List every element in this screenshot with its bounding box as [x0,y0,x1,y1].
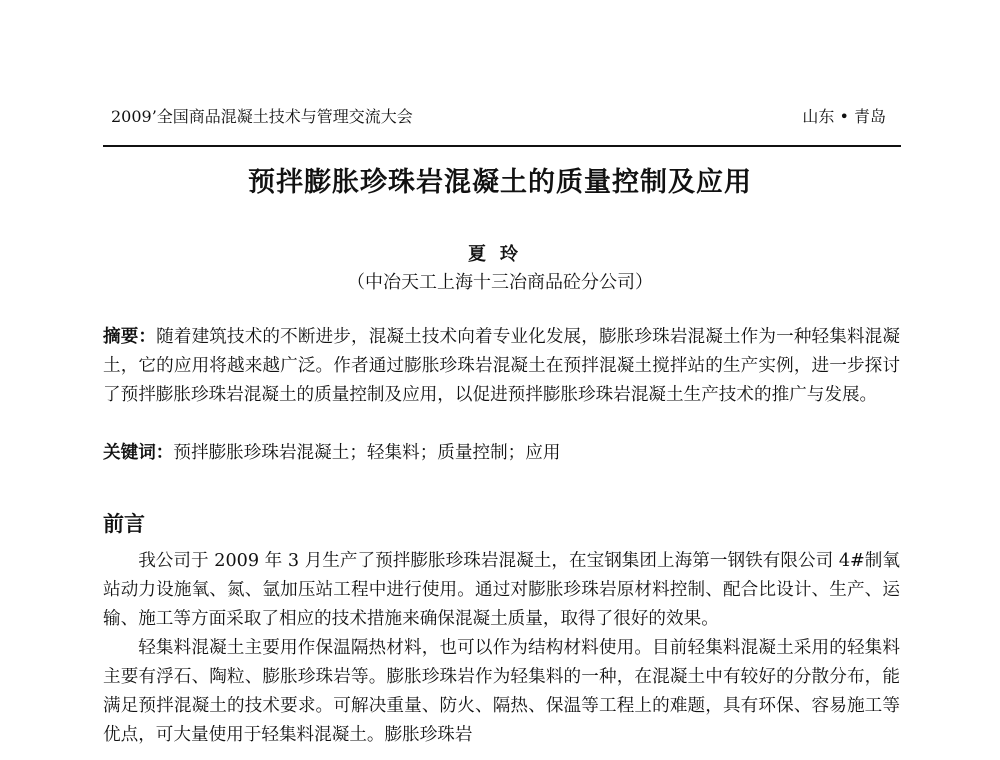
conference-location: 山东 • 青岛 [802,107,886,126]
abstract-text: 随着建筑技术的不断进步，混凝土技术向着专业化发展，膨胀珍珠岩混凝土作为一种轻集料混凝土，它的应用将越来越广泛。作者通过膨胀珍珠岩混凝土在预拌混凝土搅拌站的生产实例，进一步探讨了预拌膨胀珍珠岩混凝土的质量控制及应用，以促进预拌膨胀珍珠岩混凝土生产技术的推广与发展。 [103,327,900,405]
author-name: 夏玲 [468,244,532,265]
abstract-label: 摘要： [103,326,157,347]
paragraph: 我公司于 2009 年 3 月生产了预拌膨胀珍珠岩混凝土，在宝钢集团上海第一钢铁有限公司 4#制氧站动力设施氧、氮、氩加压站工程中进行使用。通过对膨胀珍珠岩原材料控制、配合比设计、生产、运输、施工等方面采取了相应的技术措施来确保混凝土质量，取得了很好的效果。 [103,551,900,629]
paragraph: 轻集料混凝土主要用作保温隔热材料，也可以作为结构材料使用。目前轻集料混凝土采用的轻集料主要有浮石、陶粒、膨胀珍珠岩等。膨胀珍珠岩作为轻集料的一种，在混凝土中有较好的分散分布，能满足预拌混凝土的技术要求。可解决重量、防火、隔热、保温等工程上的难题，具有环保、容易施工等优点，可大量使用于轻集料混凝土。膨胀珍珠岩 [103,638,900,745]
section-body [103,547,900,750]
section-heading: 前言 [103,511,145,536]
header-rule [103,145,901,147]
paper-title: 预拌膨胀珍珠岩混凝土的质量控制及应用 [248,167,752,198]
keywords-text: 预拌膨胀珍珠岩混凝土；轻集料；质量控制；应用 [173,443,561,463]
conference-name: 2009’全国商品混凝土技术与管理交流大会 [111,107,413,126]
keywords [103,438,900,468]
abstract [103,322,900,410]
keywords-label: 关键词： [103,442,174,463]
running-header [103,100,900,130]
author-affiliation: （中冶天工上海十三冶商品砼分公司） [347,272,653,293]
